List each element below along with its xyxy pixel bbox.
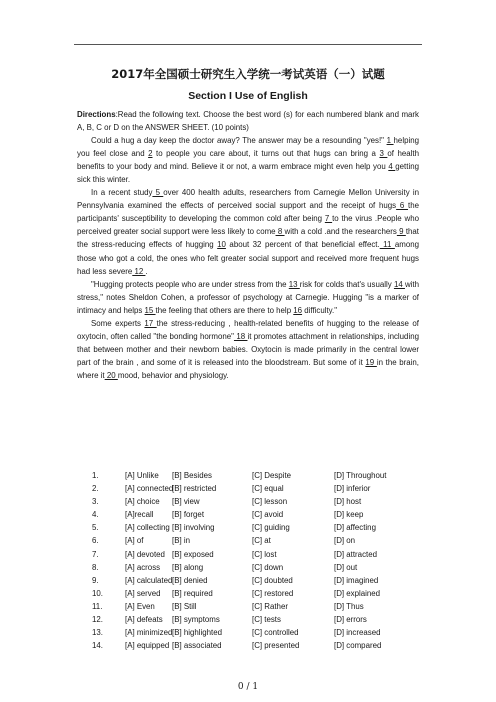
blank-number: 19: [365, 357, 377, 367]
answer-option: [C] controlled: [252, 628, 299, 638]
answer-option: [A] Even: [125, 601, 155, 611]
option-row: [92, 639, 432, 652]
answer-option: [B] symptoms: [172, 615, 220, 625]
option-row: [92, 482, 432, 495]
question-number: 13.: [92, 628, 103, 638]
options-list: [92, 469, 432, 652]
answer-option: [D] imagined: [334, 575, 379, 585]
answer-option: [B] associated: [172, 641, 222, 651]
paragraph-text: to people you care about, it turns out that hugs can bring a: [152, 149, 380, 159]
answer-option: [D] keep: [334, 510, 364, 520]
paragraph-3: [77, 278, 419, 317]
paragraph-text: the feeling that others are there to help: [155, 305, 294, 315]
answer-option: [B] in: [172, 536, 190, 546]
paragraph-text: the participants' susceptibility to developing the common cold after being: [77, 201, 419, 224]
paragraph-text: to the virus .People who perceived greater social support were less likely to come: [77, 214, 419, 237]
paragraph-text: difficulty.": [302, 305, 338, 315]
answer-option: [D] affecting: [334, 523, 376, 533]
paragraph-text: helping you feel close and: [77, 136, 419, 159]
answer-option: [D] attracted: [334, 549, 377, 559]
answer-option: [D] host: [334, 497, 362, 507]
question-number: 14.: [92, 641, 103, 651]
paragraph-text: of health benefits to your body and mind. Believe it or not, a warm embrace might even help you: [77, 149, 419, 172]
blank-number: 18: [233, 331, 248, 341]
directions-text: :Read the following text. Choose the best word (s) for each numbered blank and mark A, B, C or D on the ANSWER SHEET. (10 points): [77, 110, 419, 133]
page-number: 0 / 1: [237, 682, 259, 692]
answer-option: [B] required: [172, 588, 213, 598]
answer-option: [C] at: [252, 536, 271, 546]
question-number: 5.: [92, 523, 99, 533]
blank-number: 10: [217, 240, 226, 250]
answer-option: [A] choice: [125, 497, 160, 507]
paragraph-text: risk for colds that's usually: [299, 279, 394, 289]
question-number: 6.: [92, 536, 99, 546]
answer-option: [B] denied: [172, 575, 208, 585]
answer-option: [B] exposed: [172, 549, 214, 559]
answer-option: [A]recall: [125, 510, 154, 520]
option-row: [92, 534, 432, 547]
answer-option: [C] tests: [252, 615, 281, 625]
answer-option: [A] minimized: [125, 628, 173, 638]
directions: [77, 108, 419, 134]
option-row: [92, 508, 432, 521]
option-row: [92, 613, 432, 626]
question-number: 9.: [92, 575, 99, 585]
answer-option: [B] Still: [172, 601, 197, 611]
page-title: 2017年全国硕士研究生入学统一考试英语（一）试题: [111, 67, 385, 81]
answer-option: [B] forget: [172, 510, 205, 520]
blank-number: 15: [144, 305, 156, 315]
answer-option: [B] along: [172, 562, 204, 572]
paragraph-text: .: [145, 266, 148, 276]
option-row: [92, 587, 432, 600]
paragraph-text: with a cold .and the researchers: [284, 227, 397, 237]
answer-option: [A] devoted: [125, 549, 165, 559]
answer-option: [C] restored: [252, 588, 294, 598]
paragraph-1: [77, 134, 419, 186]
paragraph-text: about 32 percent of that beneficial effect.: [225, 240, 380, 250]
answer-option: [B] involving: [172, 523, 215, 533]
paragraph-text: that the stress-reducing effects of hugging: [77, 227, 419, 250]
blank-number: 11: [379, 240, 395, 250]
paragraph-text: it promotes attachment in relationships, including that between mother and their newborn babies. Oxytocin is made primarily in the central lower part of the brain , and some of it is released into the bloodstream. But some of it: [77, 331, 419, 367]
answer-option: [D] out: [334, 562, 358, 572]
answer-option: [C] Despite: [252, 471, 292, 480]
question-number: 10.: [92, 588, 103, 598]
answer-option: [C] avoid: [252, 510, 284, 520]
paragraph-2: [77, 186, 419, 277]
answer-option: [C] guiding: [252, 523, 290, 533]
paragraph-text: with stress," notes Sheldon Cohen, a professor of psychology at Carnegie. Hugging "is a marker of intimacy and helps: [77, 279, 419, 315]
answer-option: [C] presented: [252, 641, 300, 651]
question-number: 12.: [92, 615, 103, 625]
answer-option: [A] calculated: [125, 575, 173, 585]
option-row: [92, 626, 432, 639]
blank-number: 4: [388, 162, 396, 172]
answer-option: [B] restricted: [172, 484, 217, 494]
question-number: 7.: [92, 549, 99, 559]
blank-number: 9: [396, 227, 406, 237]
answer-option: [C] lost: [252, 549, 277, 559]
answer-option: [C] Rather: [252, 601, 288, 611]
passage: [77, 108, 419, 382]
paragraph-text: Some experts: [91, 318, 145, 328]
question-number: 8.: [92, 562, 99, 572]
paragraph-text: the stress-reducing , health-related benefits of hugging to the release of oxytocin, often called "the bonding hormone": [77, 318, 419, 341]
answer-option: [D] errors: [334, 615, 367, 625]
blank-number: 13: [288, 279, 300, 289]
answer-option: [A] defeats: [125, 615, 163, 625]
blank-number: 7: [324, 214, 333, 224]
blank-number: 5: [152, 188, 164, 198]
blank-number: 2: [148, 149, 153, 159]
answer-option: [A] of: [125, 536, 144, 546]
blank-number: 20: [104, 370, 118, 380]
answer-option: [A] equipped: [125, 641, 170, 651]
paragraph-text: over 400 health adults, researchers from Carnegie Mellon University in Pennsylvania examined the effects of perceived social support and the receipt of hugs: [77, 188, 419, 211]
answer-option: [D] Throughout: [334, 471, 387, 480]
blank-number: 6: [396, 201, 409, 211]
answer-option: [A] connected: [125, 484, 174, 494]
question-number: 1.: [92, 471, 99, 480]
paragraph-4: [77, 317, 419, 382]
paragraph-text: mood, behavior and physiology.: [117, 370, 229, 380]
paragraph-text: "Hugging protects people who are under stress from the: [91, 279, 289, 289]
paragraph-text: among those who got a cold, the ones who felt greater social support and received more frequent hugs had less severe: [77, 240, 419, 276]
answer-option: [D] increased: [334, 628, 381, 638]
answer-option: [D] explained: [334, 588, 381, 598]
option-row: [92, 561, 432, 574]
question-number: 4.: [92, 510, 99, 520]
blank-number: 1: [386, 136, 394, 146]
answer-option: [D] compared: [334, 641, 382, 651]
option-row: [92, 469, 432, 482]
answer-option: [A] Unlike: [125, 471, 159, 480]
answer-option: [A] collecting: [125, 523, 170, 533]
paragraph-text: getting sick this winter.: [77, 162, 419, 185]
blank-number: 17: [144, 318, 157, 328]
answer-option: [D] Thus: [334, 601, 364, 611]
blank-number: 14: [393, 279, 405, 289]
option-row: [92, 548, 432, 561]
blank-number: 16: [293, 305, 303, 315]
option-row: [92, 495, 432, 508]
answer-option: [A] across: [125, 562, 161, 572]
answer-option: [C] down: [252, 562, 284, 572]
question-number: 3.: [92, 497, 99, 507]
answer-option: [C] doubted: [252, 575, 293, 585]
answer-option: [A] served: [125, 588, 161, 598]
answer-option: [B] view: [172, 497, 200, 507]
answer-option: [D] inferior: [334, 484, 371, 494]
header-rule: [74, 44, 422, 45]
answer-option: [C] lesson: [252, 497, 288, 507]
blank-number: 12: [132, 266, 146, 276]
question-number: 11.: [92, 601, 103, 611]
paragraph-text: in the brain, where it: [77, 357, 419, 380]
answer-option: [B] highlighted: [172, 628, 223, 638]
option-row: [92, 600, 432, 613]
question-number: 2.: [92, 484, 99, 494]
paragraph-text: In a recent study: [91, 188, 153, 198]
blank-number: 8: [275, 227, 285, 237]
option-row: [92, 574, 432, 587]
section-heading: Section I Use of English: [188, 90, 308, 102]
directions-label: Directions: [77, 110, 116, 119]
paragraph-text: Could a hug a day keep the doctor away? The answer may be a resounding "yes!": [91, 136, 387, 146]
answer-option: [C] equal: [252, 484, 284, 494]
option-row: [92, 521, 432, 534]
blank-number: 3: [379, 149, 388, 159]
answer-option: [D] on: [334, 536, 356, 546]
answer-option: [B] Besides: [172, 471, 212, 480]
